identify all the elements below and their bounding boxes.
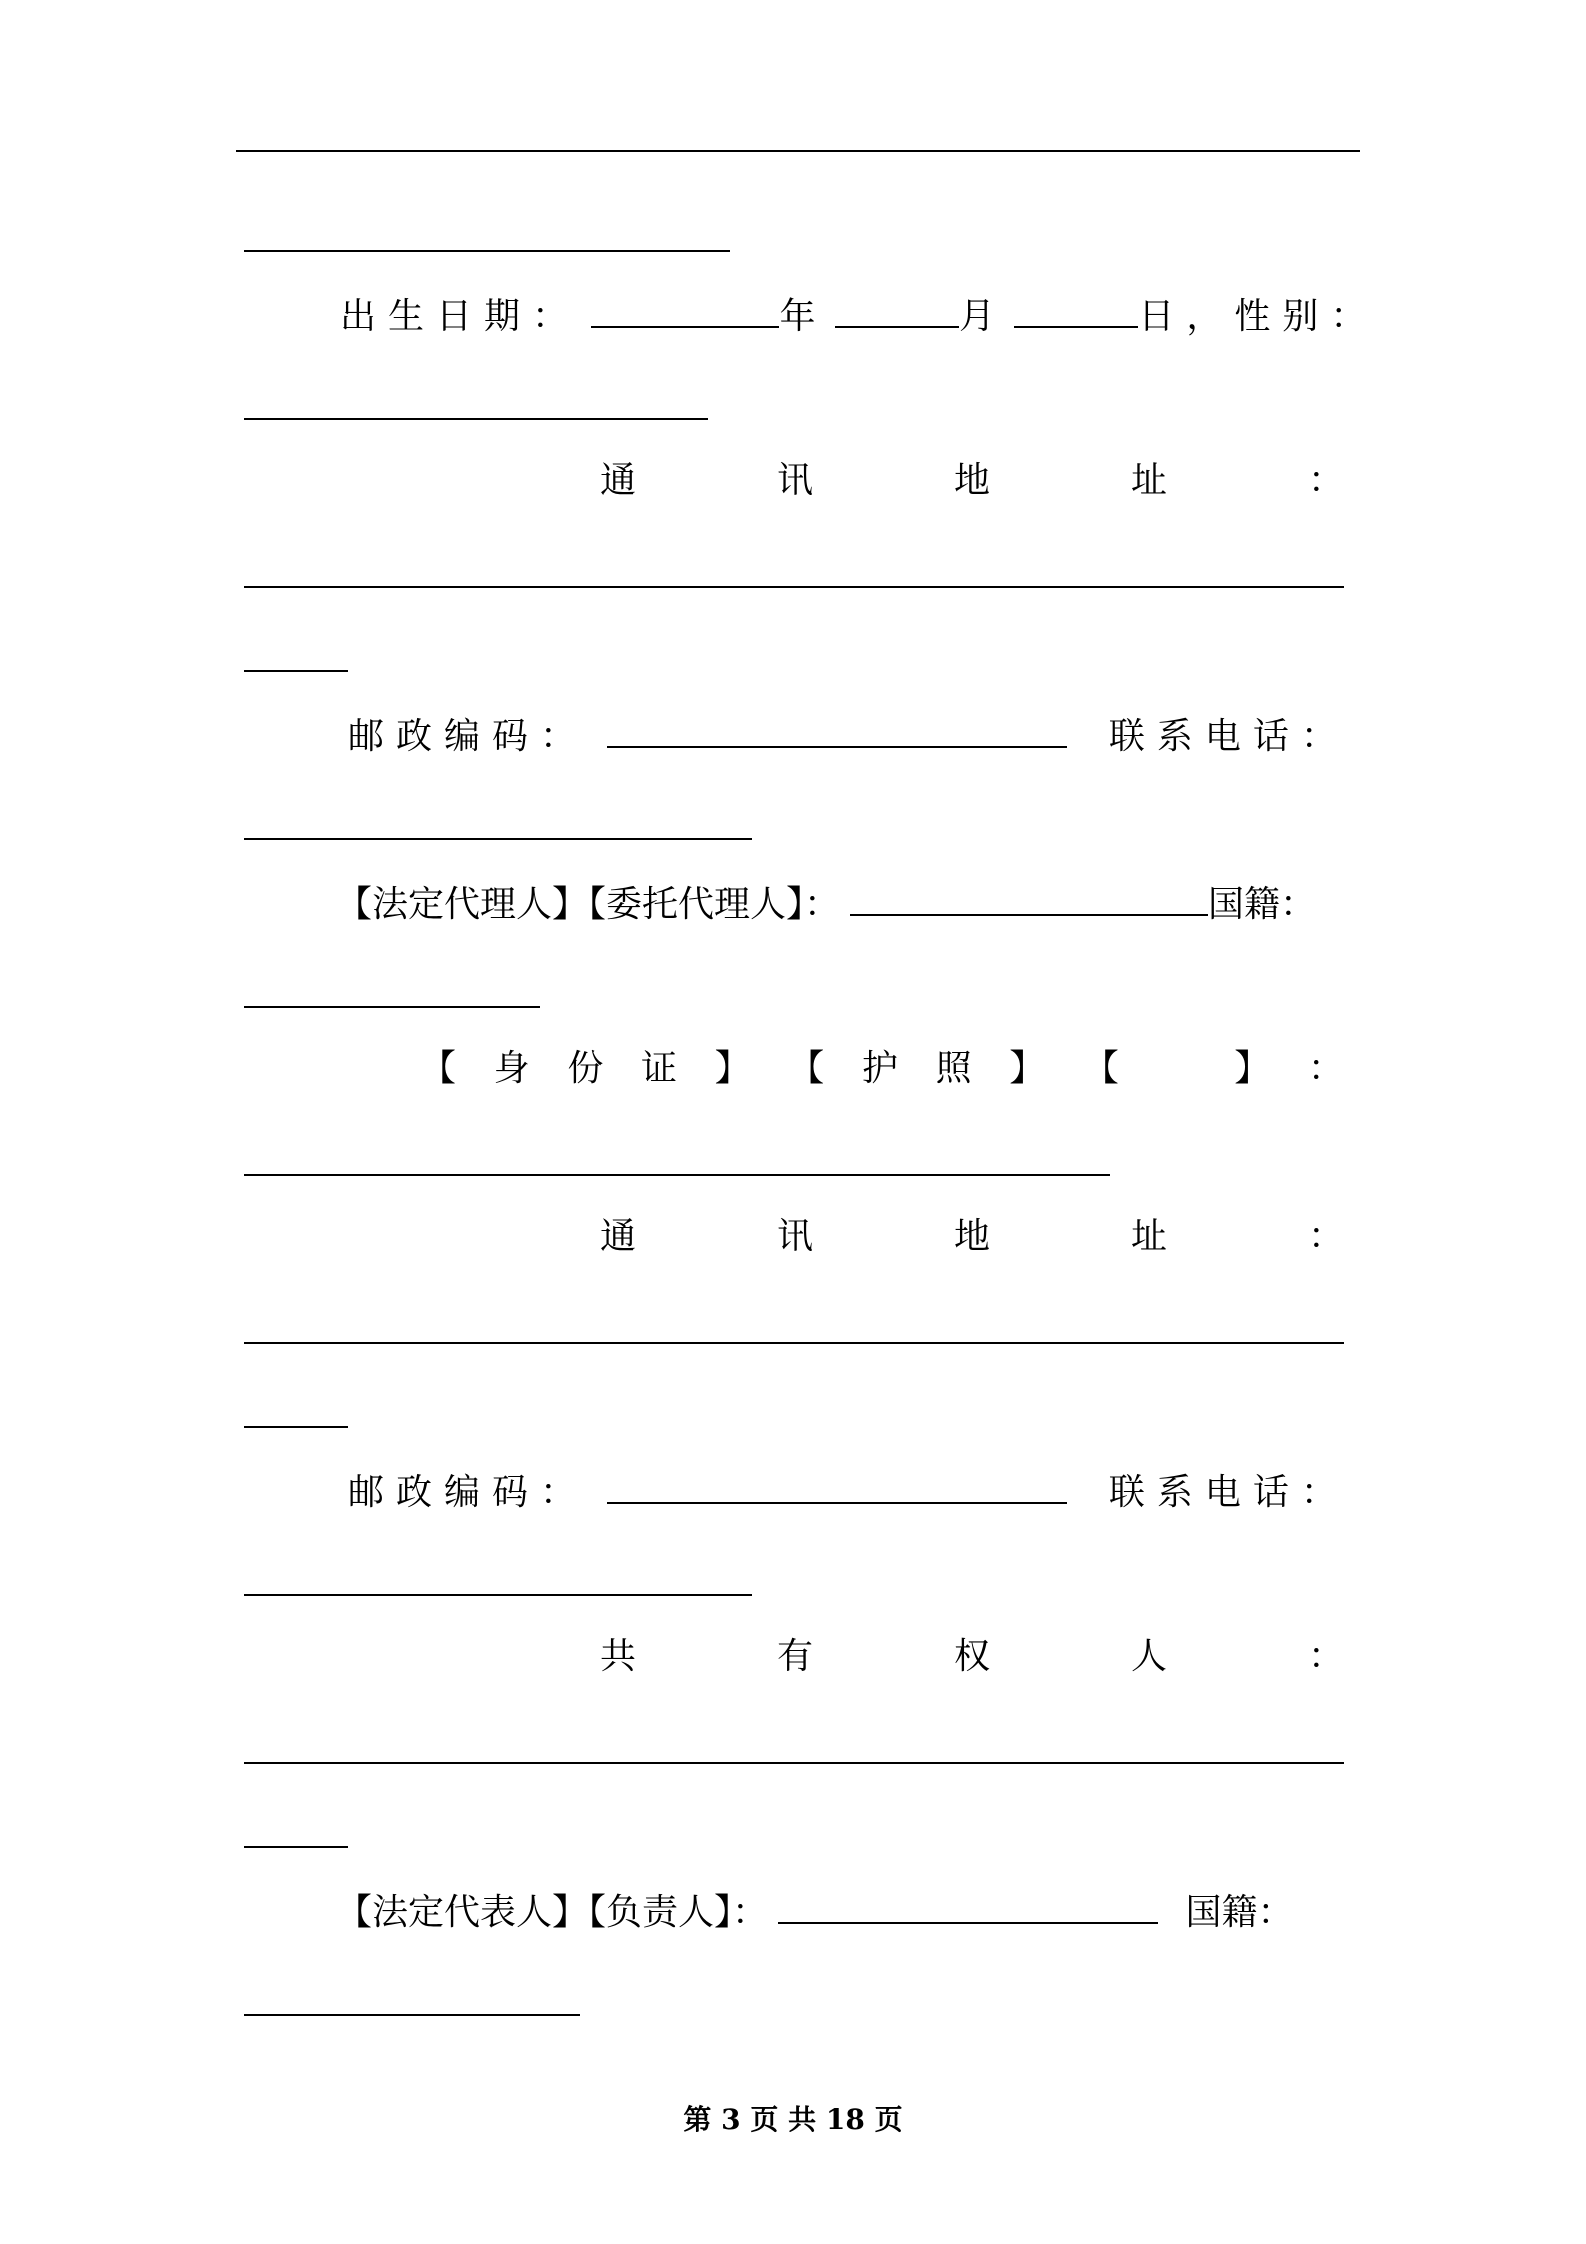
blank-line[interactable] bbox=[244, 250, 730, 252]
id-doc-char: 证 bbox=[640, 1048, 677, 1089]
dob-year-field[interactable] bbox=[591, 288, 779, 328]
id-doc-char: 【 bbox=[420, 1048, 457, 1089]
blank-line[interactable] bbox=[244, 1426, 348, 1428]
address-char: ： bbox=[1307, 1216, 1344, 1257]
address-row bbox=[600, 456, 1344, 506]
phone-label: 联系电话： bbox=[1108, 1472, 1349, 1513]
id-doc-char: 】 bbox=[1009, 1048, 1046, 1089]
legal-rep-row bbox=[336, 1884, 1344, 1934]
co-owner-char: 共 bbox=[600, 1636, 637, 1677]
postal-label: 邮政编码： bbox=[348, 716, 589, 757]
postal-field[interactable] bbox=[607, 1464, 1067, 1504]
id-doc-char: ： bbox=[1307, 1048, 1344, 1089]
postal-row bbox=[348, 1464, 1349, 1514]
address-char: 址 bbox=[1130, 460, 1167, 501]
address-char: 讯 bbox=[776, 460, 813, 501]
blank-line[interactable] bbox=[244, 1762, 1344, 1764]
legal-rep-label: 【法定代表人】【负责人】： bbox=[336, 1892, 769, 1933]
dob-day-field[interactable] bbox=[1014, 288, 1138, 328]
id-doc-char: 份 bbox=[567, 1048, 604, 1089]
address-char: 地 bbox=[953, 1216, 990, 1257]
blank-line[interactable] bbox=[244, 1342, 1344, 1344]
address-row bbox=[600, 1212, 1344, 1262]
blank-line[interactable] bbox=[244, 1174, 1110, 1176]
id-doc-char: 照 bbox=[935, 1048, 972, 1089]
co-owner-char: 有 bbox=[776, 1636, 813, 1677]
postal-field[interactable] bbox=[607, 708, 1067, 748]
co-owner-char: 人 bbox=[1130, 1636, 1167, 1677]
blank-line[interactable] bbox=[244, 1846, 348, 1848]
blank-line[interactable] bbox=[244, 586, 1344, 588]
agent-name-field[interactable] bbox=[850, 876, 1208, 916]
id-doc-char: 】 bbox=[1234, 1048, 1271, 1089]
address-char: 地 bbox=[953, 460, 990, 501]
dob-month-field[interactable] bbox=[835, 288, 959, 328]
dob-year-label: 年 bbox=[779, 296, 816, 337]
blank-line[interactable] bbox=[244, 2014, 580, 2016]
co-owner-char: ： bbox=[1307, 1636, 1344, 1677]
id-doc-char: 【 bbox=[788, 1048, 825, 1089]
header-rule bbox=[236, 150, 1360, 152]
dob-month-label: 月 bbox=[958, 296, 995, 337]
id-doc-char: 护 bbox=[861, 1048, 898, 1089]
agent-row bbox=[336, 876, 1344, 926]
id-doc-char: 【 bbox=[1082, 1048, 1119, 1089]
address-char: 讯 bbox=[776, 1216, 813, 1257]
blank-line[interactable] bbox=[244, 838, 752, 840]
blank-line[interactable] bbox=[244, 670, 348, 672]
page-footer: 第 3 页 共 18 页 bbox=[683, 2103, 903, 2136]
postal-label: 邮政编码： bbox=[348, 1472, 589, 1513]
blank-line[interactable] bbox=[244, 1594, 752, 1596]
blank-line[interactable] bbox=[244, 1006, 540, 1008]
gender-label: 性别： bbox=[1234, 296, 1379, 337]
phone-label: 联系电话： bbox=[1108, 716, 1349, 757]
co-owner-row bbox=[600, 1632, 1344, 1682]
address-char: 通 bbox=[600, 1216, 637, 1257]
agent-label: 【法定代理人】【委托代理人】： bbox=[336, 884, 841, 925]
address-char: 址 bbox=[1130, 1216, 1167, 1257]
dob-label: 出生日期： bbox=[340, 296, 581, 337]
id-doc-char: 身 bbox=[493, 1048, 530, 1089]
dob-row bbox=[340, 288, 1379, 338]
address-char: 通 bbox=[600, 460, 637, 501]
agent-nationality-label: 国籍： bbox=[1208, 884, 1317, 925]
blank-line[interactable] bbox=[244, 418, 708, 420]
postal-row bbox=[348, 708, 1349, 758]
co-owner-char: 权 bbox=[953, 1636, 990, 1677]
address-char: ： bbox=[1307, 460, 1344, 501]
legal-rep-nationality-label: 国籍： bbox=[1185, 1892, 1294, 1933]
legal-rep-name-field[interactable] bbox=[778, 1884, 1158, 1924]
dob-day-label: 日， bbox=[1138, 296, 1235, 337]
id-doc-row bbox=[420, 1044, 1344, 1094]
id-doc-char: 】 bbox=[714, 1048, 751, 1089]
